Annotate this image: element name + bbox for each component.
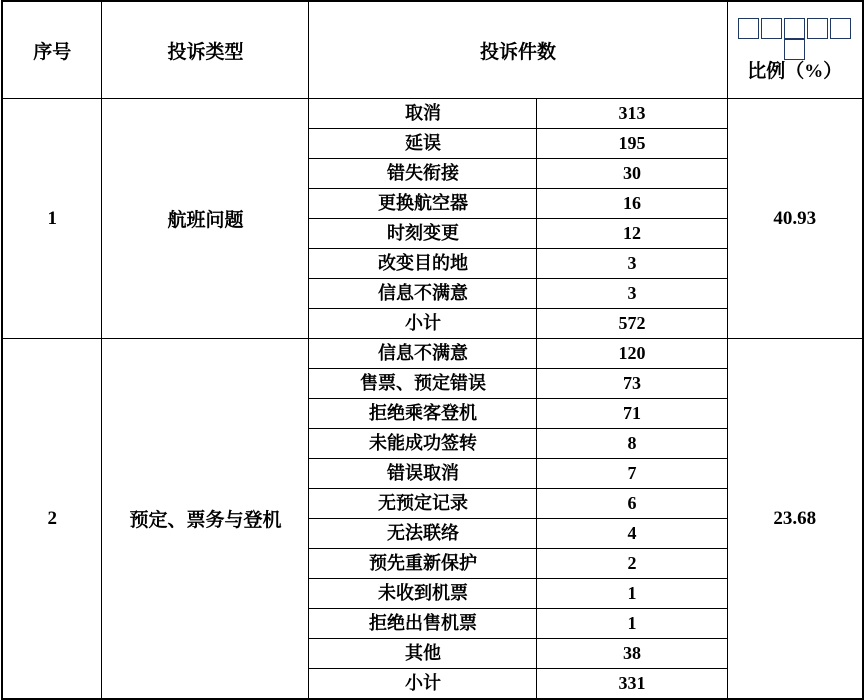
complaint-count-cell: 8 [537, 429, 727, 459]
complaint-type-cell: 航班问题 [102, 99, 309, 339]
complaint-count-cell: 3 [537, 279, 727, 309]
ratio-cell: 40.93 [727, 99, 863, 339]
complaint-count-cell: 313 [537, 99, 727, 129]
complaint-item-cell: 更换航空器 [309, 189, 537, 219]
complaint-item-cell: 小计 [309, 309, 537, 339]
complaint-item-cell: 信息不满意 [309, 339, 537, 369]
complaint-item-cell: 拒绝出售机票 [309, 609, 537, 639]
complaint-count-cell: 120 [537, 339, 727, 369]
complaint-item-cell: 取消 [309, 99, 537, 129]
complaint-count-cell: 71 [537, 399, 727, 429]
complaint-item-cell: 无法联络 [309, 519, 537, 549]
complaint-item-cell: 错失衔接 [309, 159, 537, 189]
redaction-box-icon [784, 39, 805, 60]
complaint-count-cell: 30 [537, 159, 727, 189]
header-cell-no: 序号 [2, 1, 102, 99]
complaint-count-cell: 12 [537, 219, 727, 249]
complaint-item-cell: 错误取消 [309, 459, 537, 489]
row-index-cell: 2 [2, 339, 102, 700]
header-row [2, 1, 863, 99]
row-index-cell: 1 [2, 99, 102, 339]
redaction-box-icon [784, 18, 805, 39]
header-cell-ratio [727, 1, 863, 99]
redaction-boxes [728, 17, 863, 59]
header-ratio-label: 比例（%） [747, 60, 843, 82]
complaint-item-cell: 未能成功签转 [309, 429, 537, 459]
ratio-cell: 23.68 [727, 339, 863, 700]
complaint-item-cell: 信息不满意 [309, 279, 537, 309]
complaint-item-cell: 小计 [309, 669, 537, 700]
redaction-box-icon [738, 18, 759, 39]
redaction-box-icon [807, 18, 828, 39]
complaint-item-cell: 未收到机票 [309, 579, 537, 609]
complaint-count-cell: 2 [537, 549, 727, 579]
complaint-item-cell: 预先重新保护 [309, 549, 537, 579]
complaint-count-cell: 3 [537, 249, 727, 279]
table-row [2, 339, 863, 369]
complaint-count-cell: 4 [537, 519, 727, 549]
complaint-item-cell: 延误 [309, 129, 537, 159]
complaint-count-cell: 16 [537, 189, 727, 219]
header-cell-type: 投诉类型 [102, 1, 309, 99]
redaction-box-icon [830, 18, 851, 39]
complaint-count-cell: 331 [537, 669, 727, 700]
complaint-item-cell: 其他 [309, 639, 537, 669]
complaint-count-cell: 1 [537, 579, 727, 609]
complaint-item-cell: 改变目的地 [309, 249, 537, 279]
complaint-count-cell: 73 [537, 369, 727, 399]
table-row [2, 99, 863, 129]
complaint-count-cell: 195 [537, 129, 727, 159]
complaint-item-cell: 时刻变更 [309, 219, 537, 249]
table-header [2, 1, 863, 99]
redaction-box-icon [761, 18, 782, 39]
table-body [2, 99, 863, 700]
complaint-count-cell: 7 [537, 459, 727, 489]
header-cell-item: 投诉件数 [309, 1, 727, 99]
complaint-item-cell: 拒绝乘客登机 [309, 399, 537, 429]
complaint-count-cell: 1 [537, 609, 727, 639]
complaint-count-cell: 572 [537, 309, 727, 339]
complaint-type-cell: 预定、票务与登机 [102, 339, 309, 700]
complaint-item-cell: 售票、预定错误 [309, 369, 537, 399]
complaint-count-cell: 6 [537, 489, 727, 519]
complaint-item-cell: 无预定记录 [309, 489, 537, 519]
complaint-count-cell: 38 [537, 639, 727, 669]
complaint-statistics-table [1, 0, 864, 700]
